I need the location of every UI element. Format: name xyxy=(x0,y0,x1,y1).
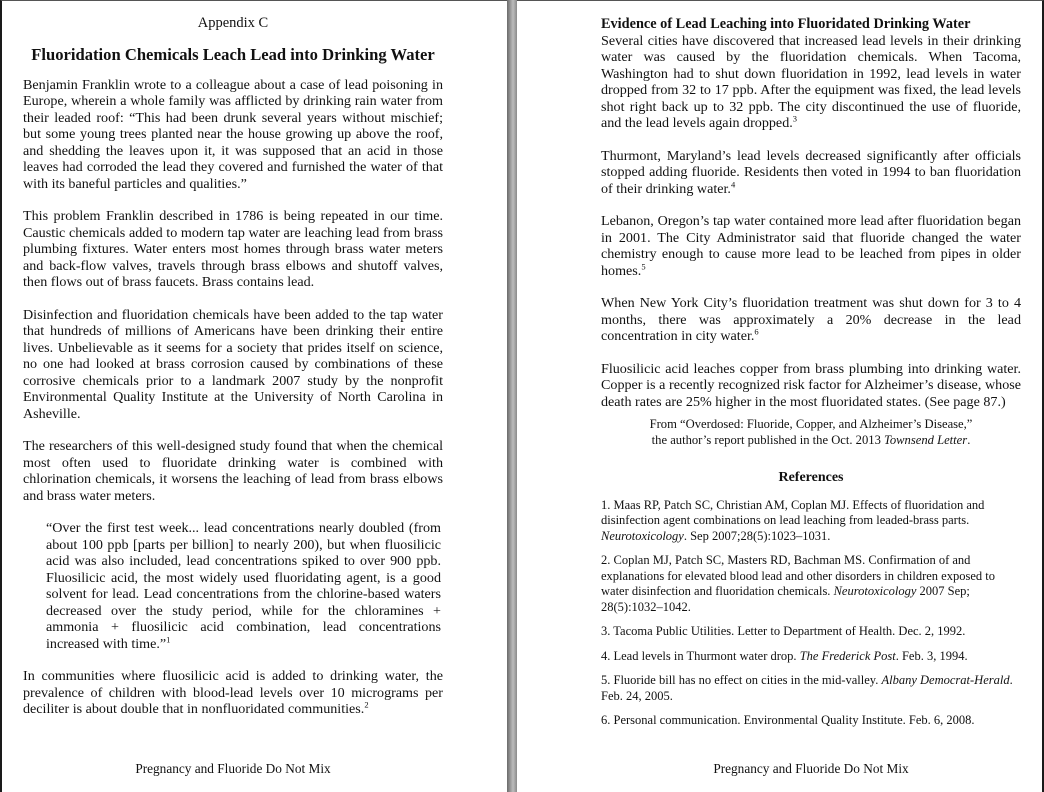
reference-text: 2. Coplan MJ, Patch SC, Masters RD, Bachman MS. Confirmation of and explanations for elevated blood lead and other disorders in children exposed to water disinfection and fluoridation chemicals. xyxy=(601,553,995,598)
publication-title: Townsend Letter xyxy=(884,433,968,447)
page-title: Fluoridation Chemicals Leach Lead into Drinking Water xyxy=(31,44,435,64)
attribution-line-2 xyxy=(601,432,1021,448)
block-quote xyxy=(46,520,441,652)
reference-journal: Neurotoxicology xyxy=(601,528,684,543)
reference-text: 4. Lead levels in Thurmont water drop. xyxy=(601,648,800,663)
left-page xyxy=(0,0,507,792)
references-heading: References xyxy=(778,470,844,485)
paragraph-brass-plumbing: This problem Franklin described in 1786 is being repeated in our time. Caustic chemicals added to modern tap water are leaching lead from brass plumbing fixtures. Water enters most homes through brass water meters and back-flow valves, travels through brass elbows and shutoff valves, then flows out of brass faucets. Brass contains lead. xyxy=(23,208,443,290)
block-quote-text: “Over the first test week... lead concentrations nearly doubled (from about 100 ppb [parts per billion] to nearly 200), but when fluosilicic acid was also included, lead concentrations spiked to over 900 ppb. Fluosilicic acid, the most widely used fluoridating agent, is a good solvent for lead. Lead concentrations from the chlorine-based waters decreased over the study period, while for the chloramines + ammonia + fluosilicic acid combination, lead concentrations increased with time.” xyxy=(46,520,441,652)
appendix-label: Appendix C xyxy=(197,15,269,31)
reference-text: 6. Personal communication. Environmental Quality Institute. Feb. 6, 2008. xyxy=(601,713,975,727)
right-page xyxy=(517,0,1044,792)
book-gutter xyxy=(507,0,517,792)
references-list xyxy=(601,498,1021,729)
paragraph-text: In communities where fluosilicic acid is added to drinking water, the prevalence of children with blood-lead levels over 10 micrograms per deciliter is about double that in nonfluoridated communities. xyxy=(23,668,443,717)
attribution-prefix: the author’s report published in the Oct. 2013 xyxy=(651,433,885,447)
footnote-marker: 2 xyxy=(364,699,369,710)
reference-details: 2007 Sep; 28(5):1032–1042. xyxy=(601,584,970,614)
page-footer: Pregnancy and Fluoride Do Not Mix xyxy=(135,761,331,776)
paragraph-blood-lead xyxy=(23,668,443,718)
right-page-content xyxy=(601,16,1021,738)
paragraph-franklin: Benjamin Franklin wrote to a colleague about a case of lead poisoning in Europe, wherein a whole family was afflicted by drinking rain water from their leaded roof: “This had been drunk several years without mischief; but some young trees planted near the house growing up above the roof, and shedding the leaves upon it, it was supposed that an acid in those leaves had corroded the lead they covered and furnished the water of that with its baneful particles and qualities.” xyxy=(23,76,443,192)
left-page-content xyxy=(23,15,443,734)
paragraph-text: Fluosilicic acid leaches copper from brass plumbing into drinking water. Copper is a recently recognized risk factor for Alzheimer’s disease, whose death rates are 25% higher in the most fluoridated states. (See page 87.) xyxy=(601,360,1021,410)
reference-text: 1. Maas RP, Patch SC, Christian AM, Coplan MJ. Effects of fluoridation and disinfection agent combinations on lead leaching from leaded-brass parts. xyxy=(601,497,985,527)
reference-item xyxy=(601,673,1021,704)
reference-item xyxy=(601,713,1021,729)
paragraph-text: Lebanon, Oregon’s tap water contained more lead after fluoridation began in 2001. The City Administrator said that fluoride changed the water chemistry enough to cause more lead to be leached from pipes in older homes. xyxy=(601,213,1021,279)
paragraph-thurmont xyxy=(601,148,1021,198)
reference-journal: The Frederick Post xyxy=(799,648,896,663)
reference-details: . Feb. 3, 1994. xyxy=(895,648,968,663)
reference-item xyxy=(601,498,1021,545)
page-footer: Pregnancy and Fluoride Do Not Mix xyxy=(713,761,909,776)
paragraph-text: Several cities have discovered that increased lead levels in their drinking water was caused by the fluoridation chemicals. When Tacoma, Washington had to shut down fluoridation in 1992, lead levels in water dropped from 32 to 17 ppb. After the equipment was fixed, the lead levels shot right back up to 32 ppb. The city discontinued the use of fluoride, and the lead levels again dropped. xyxy=(601,32,1021,131)
reference-details: . Sep 2007;28(5):1023–1031. xyxy=(683,528,831,543)
paragraph-lebanon xyxy=(601,213,1021,279)
section-heading: Evidence of Lead Leaching into Fluoridated Drinking Water xyxy=(601,16,971,32)
reference-journal: Neurotoxicology xyxy=(833,584,917,598)
reference-text: 3. Tacoma Public Utilities. Letter to Department of Health. Dec. 2, 1992. xyxy=(601,624,966,638)
reference-journal: Albany Democrat-Herald xyxy=(881,673,1010,687)
footnote-marker: 5 xyxy=(641,260,646,271)
footnote-marker: 1 xyxy=(166,633,171,644)
footnote-marker: 4 xyxy=(730,178,736,189)
paragraph-disinfection: Disinfection and fluoridation chemicals have been added to the tap water that hundreds of millions of Americans have been drinking their entire lives. Unbelievable as it seems for a society that prides itself on science, no one had looked at brass corrosion caused by combinations of these corrosive chemicals prior to a landmark 2007 study by the nonprofit Environmental Quality Institute at the University of North Carolina in Asheville. xyxy=(23,306,443,422)
paragraph-text: When New York City’s fluoridation treatment was shut down for 3 to 4 months, there was approximately a 20% decrease in the lead concentration in city water. xyxy=(601,295,1021,344)
reference-item xyxy=(601,624,1021,640)
paragraph-new-york xyxy=(601,295,1021,345)
paragraph-tacoma xyxy=(601,33,1021,132)
paragraph-researchers: The researchers of this well-designed study found that when the chemical most often used to fluoridate drinking water is combined with chlorination chemicals, it worsens the leaching of lead from brass elbows and brass water meters. xyxy=(23,438,443,504)
reference-text: 5. Fluoride bill has no effect on cities in the mid-valley. xyxy=(601,673,882,687)
footnote-marker: 3 xyxy=(792,113,798,124)
reference-item xyxy=(601,649,1021,665)
attribution xyxy=(601,416,1021,448)
paragraph-text: Thurmont, Maryland’s lead levels decreased significantly after officials stopped adding fluoride. Residents then voted in 1994 to ban fluoridation of their drinking water. xyxy=(601,147,1021,197)
reference-details: . Feb. 24, 2005. xyxy=(601,673,1013,703)
attribution-suffix: . xyxy=(967,433,971,447)
footnote-marker: 6 xyxy=(754,326,759,337)
paragraph-copper xyxy=(601,361,1021,411)
attribution-line-1: From “Overdosed: Fluoride, Copper, and Alzheimer’s Disease,” xyxy=(649,417,973,431)
reference-item xyxy=(601,553,1021,615)
